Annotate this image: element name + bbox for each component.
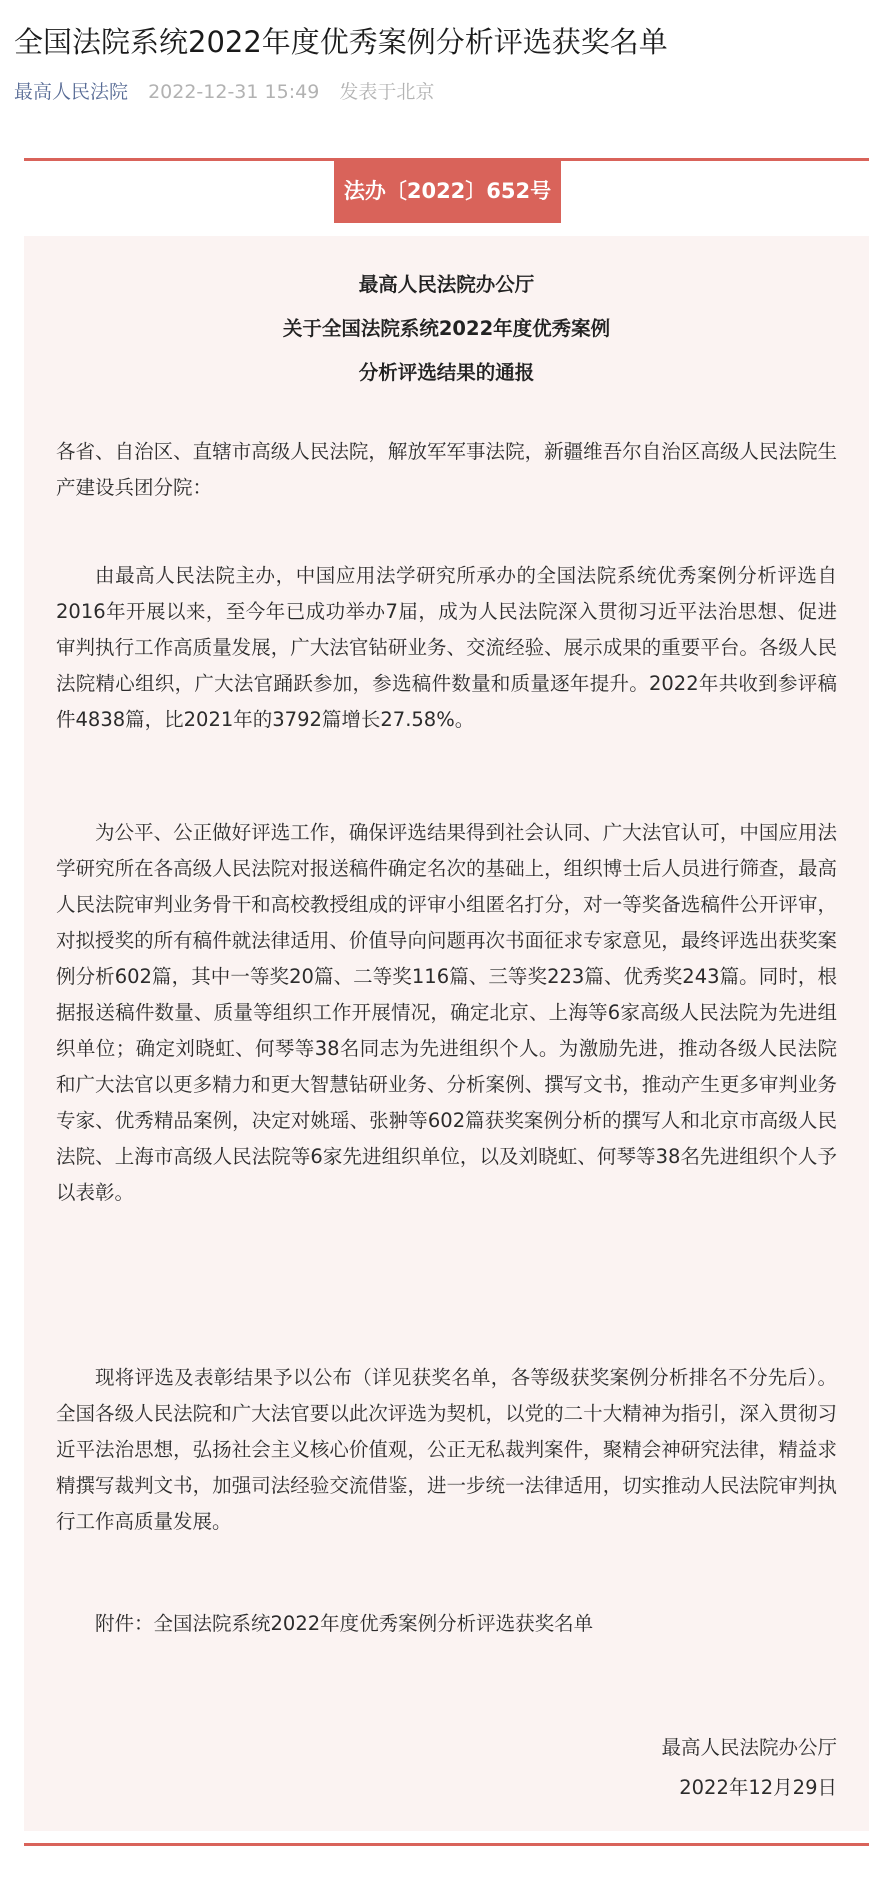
author-link[interactable]: 最高人民法院 [14, 81, 129, 103]
document-title-line-1: 关于全国法院系统2022年度优秀案例 [282, 317, 611, 340]
publish-time: 2022-12-31 15:49 [148, 81, 320, 103]
document-number-badge: 法办〔2022〕652号 [334, 159, 561, 223]
document-title-line-2: 分析评选结果的通报 [358, 361, 535, 384]
attachment-note: 附件：全国法院系统2022年度优秀案例分析评选获奖名单 [95, 1612, 594, 1635]
issuer-heading: 最高人民法院办公厅 [358, 273, 535, 296]
addressee-paragraph: 各省、自治区、直辖市高级人民法院，解放军军事法院，新疆维吾尔自治区高级人民法院生产建设兵团分院： [56, 440, 837, 499]
bottom-divider [24, 1843, 869, 1846]
signature-issuer: 最高人民法院办公厅 [661, 1736, 837, 1759]
article-title: 全国法院系统2022年度优秀案例分析评选获奖名单 [14, 25, 668, 59]
publish-location: 发表于北京 [339, 81, 435, 103]
signature-date: 2022年12月29日 [679, 1776, 837, 1799]
body-paragraph-1: 由最高人民法院主办，中国应用法学研究所承办的全国法院系统优秀案例分析评选自2016年开展以来，至今年已成功举办7届，成为人民法院深入贯彻习近平法治思想、促进审判执行工作高质量发展，广大法官钻研业务、交流经验、展示成果的重要平台。各级人民法院精心组织，广大法官踊跃参加，参选稿件数量和质量逐年提升。2022年共收到参评稿件4838篇，比2021年的3792篇增长27.58%。 [56, 564, 837, 731]
article-meta [14, 78, 434, 106]
body-paragraph-2: 为公平、公正做好评选工作，确保评选结果得到社会认同、广大法官认可，中国应用法学研究所在各高级人民法院对报送稿件确定名次的基础上，组织博士后人员进行筛查，最高人民法院审判业务骨干和高校教授组成的评审小组匿名打分，对一等奖备选稿件公开评审，对拟授奖的所有稿件就法律适用、价值导向问题再次书面征求专家意见，最终评选出获奖案例分析602篇，其中一等奖20篇、二等奖116篇、三等奖223篇、优秀奖243篇。同时，根据报送稿件数量、质量等组织工作开展情况，确定北京、上海等6家高级人民法院为先进组织单位；确定刘晓虹、何琴等38名同志为先进组织个人。为激励先进，推动各级人民法院和广大法官以更多精力和更大智慧钻研业务、分析案例、撰写文书，推动产生更多审判业务专家、优秀精品案例，决定对姚瑶、张翀等602篇获奖案例分析的撰写人和北京市高级人民法院、上海市高级人民法院等6家先进组织单位，以及刘晓虹、何琴等38名先进组织个人予以表彰。 [56, 821, 837, 1204]
body-paragraph-3: 现将评选及表彰结果予以公布（详见获奖名单，各等级获奖案例分析排名不分先后）。全国各级人民法院和广大法官要以此次评选为契机，以党的二十大精神为指引，深入贯彻习近平法治思想，弘扬社会主义核心价值观，公正无私裁判案件，聚精会神研究法律，精益求精撰写裁判文书，加强司法经验交流借鉴，进一步统一法律适用，切实推动人民法院审判执行工作高质量发展。 [56, 1366, 837, 1533]
